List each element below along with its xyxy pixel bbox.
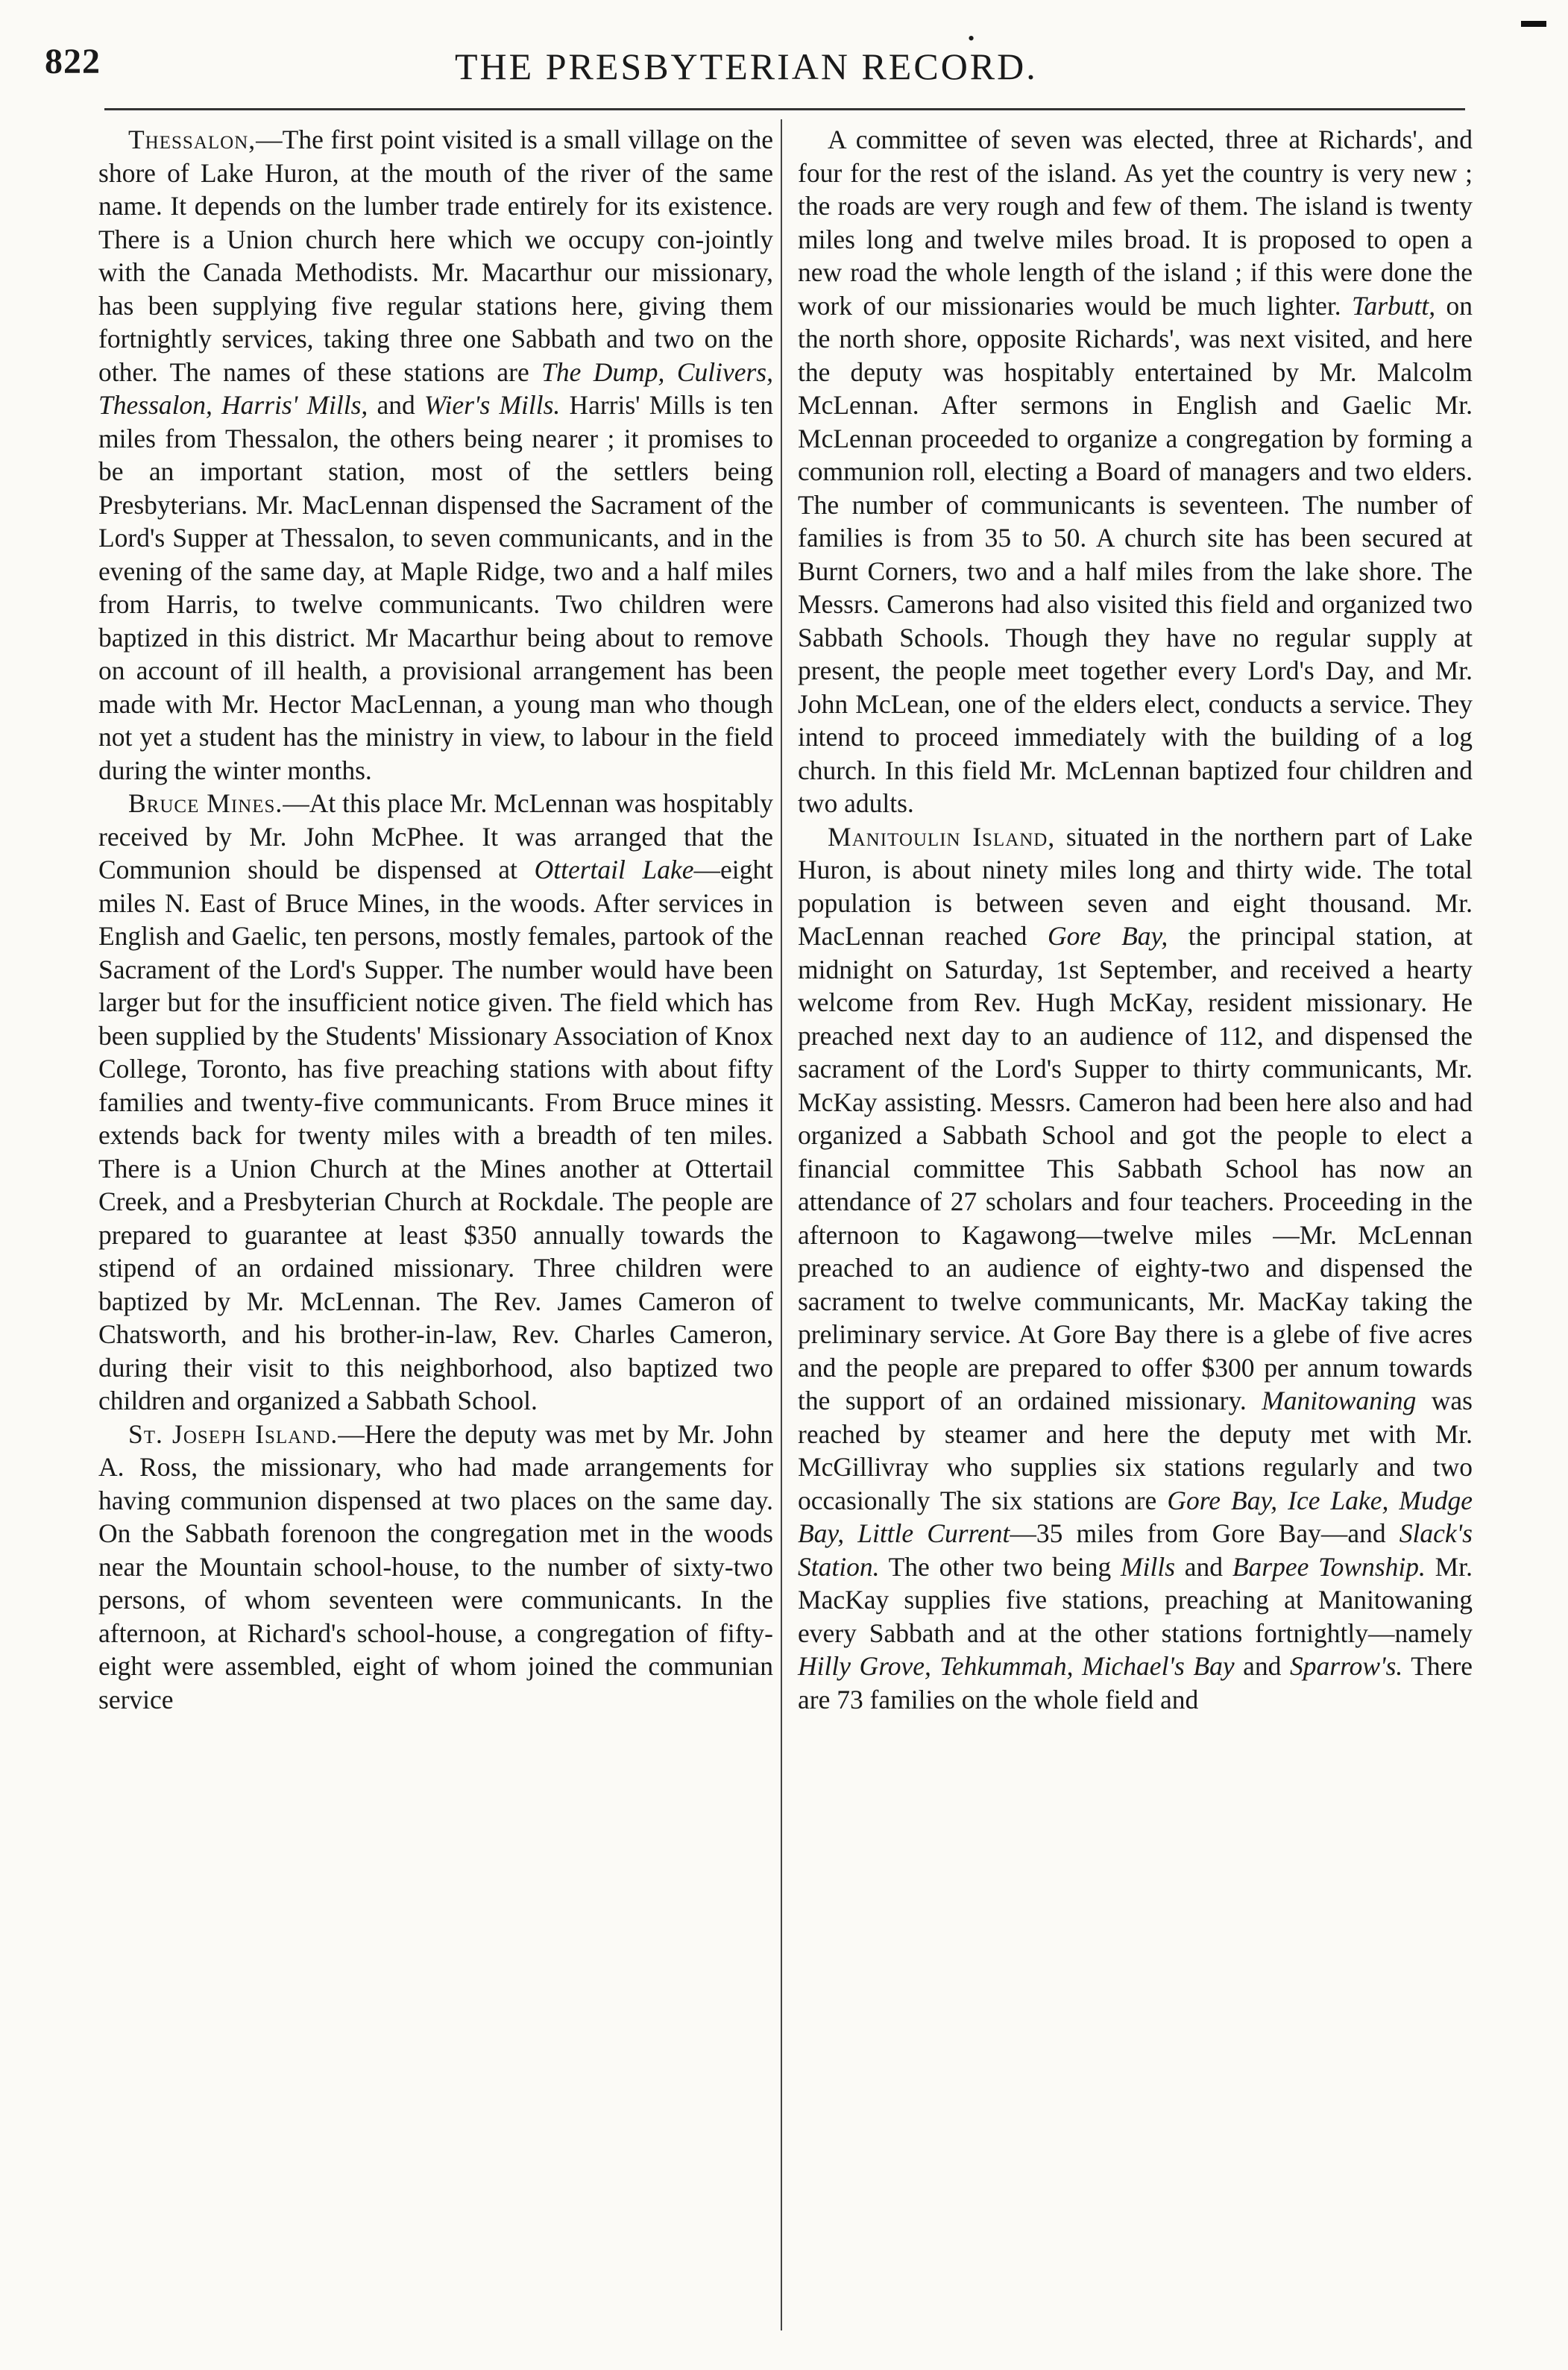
text-run: —eight miles N. East of Bruce Mines, in the woods. After services in English and Gaelic, ten persons, mostly females, partook of the Sacrament of the Lord's Supper. The number would have been larger but for the insufficient notice given. The field which has been supplied by the Students' Missionary Association of Knox College, Toronto, has five preaching stations with about fifty families and twenty-five communicants. From Bruce mines it extends back for twenty miles with a breadth of ten miles. There is a Union Church at the Mines another at Ottertail Creek, and a Presbyterian Church at Rockdale. The people are prepared to guarantee at least $350 annually towards the stipend of an ordained missionary. Three children were baptized by Mr. McLennan. The Rev. James Cameron of Chatsworth, and his brother-in-law, Rev. Charles Cameron, during their visit to this neighborhood, also baptized two children and organized a Sabbath School. bbox=[98, 855, 773, 1415]
journal-title: THE PRESBYTERIAN RECORD. bbox=[455, 45, 1038, 87]
italic-run: Tarbutt, bbox=[1351, 290, 1436, 321]
text-run: and bbox=[1175, 1551, 1232, 1582]
text-run: the principal station, at midnight on Saturday, 1st September, and received a hearty welcome from Rev. Hugh McKay, resident missionary. He preached next day to an audience of 112, and dispensed the sacrament of the Lord's Supper to thirty communicants, Mr. McKay assisting. Messrs. Cameron had been here also and had organized a Sabbath School and got the people to elect a financial committee This Sabbath School has now an attendance of 27 scholars and four teachers. Proceeding in the afternoon to Kagawong—twelve miles —Mr. McLennan preached to an audience of eighty-two and dispensed the sacrament to twelve communicants, Mr. MacKay taking the preliminary service. At Gore Bay there is a glebe of five acres and the people are prepared to offer $300 per annum towards the support of an ordained missionary. bbox=[798, 921, 1473, 1415]
italic-run: Ottertail Lake bbox=[534, 855, 694, 884]
text-run: —Here the deputy was met by Mr. John A. Ross, the missionary, who had made arrangements for having communion dispensed at two places on the same day. On the Sabbath forenoon the congregation met in the woods near the Mountain school-house, to the number of sixty-two persons, of whom seventeen were communicants. In the afternoon, at Richard's school-house, a congregation of fifty-eight were assembled, eight of whom joined the communian service bbox=[98, 1418, 773, 1714]
italic-run: Manitowaning bbox=[1262, 1386, 1417, 1415]
section-heading: St. Joseph Island. bbox=[128, 1418, 339, 1449]
text-run: There are 73 families on the whole field and bbox=[798, 1651, 1473, 1714]
section-heading: Thessalon, bbox=[128, 125, 256, 154]
header-rule bbox=[104, 108, 1465, 110]
italic-run: Wier's Mills. bbox=[424, 390, 561, 420]
paragraph-st-joseph-continued bbox=[798, 123, 1473, 820]
corner-mark bbox=[1521, 21, 1546, 27]
text-run: The other two being bbox=[879, 1551, 1121, 1582]
text-run: was reached by steamer and here the deputy met with Mr. McGillivray who supplies six stations regularly and two occasionally The six stations are bbox=[798, 1386, 1473, 1515]
text-run: Harris' Mills is ten miles from Thessalon, the others being nearer ; it promises to be an important station, most of the settlers being Presbyterians. Mr. MacLennan dispensed the Sacrament of the Lord's Supper at Thessalon, to seven communicants, and in the evening of the same day, at Maple Ridge, two and a half miles from Harris, to twelve communicants. Two children were baptized in this district. Mr Macarthur being about to remove on account of ill health, a provisional arrangement has been made with Mr. Hector MacLennan, a young man who though not yet a student has the ministry in view, to labour in the field during the winter months. bbox=[98, 390, 773, 785]
text-run: and bbox=[368, 390, 424, 420]
paragraph-manitoulin-island bbox=[798, 820, 1473, 1717]
column-divider bbox=[781, 119, 782, 2330]
text-run: and bbox=[1234, 1651, 1291, 1681]
italic-run: Sparrow's. bbox=[1290, 1651, 1403, 1681]
right-column bbox=[798, 123, 1473, 1716]
text-run: A committee of seven was elected, three at Richards', and four for the rest of the island. As yet the country is very new ; the roads are very rough and few of them. The island is twenty miles long and twelve miles broad. It is proposed to open a new road the whole length of the island ; if this were done the work of our missionaries would be much lighter. bbox=[798, 125, 1473, 321]
left-column bbox=[98, 123, 773, 1716]
text-run: situated in the northern part of Lake Huron, is about ninety miles long and thirty wide. The total population is between seven and eight thousand. Mr. MacLennan reached bbox=[798, 821, 1473, 951]
italic-run: Barpee Township. bbox=[1232, 1551, 1426, 1582]
italic-run: Hilly Grove, Tehkummah, Michael's Bay bbox=[798, 1651, 1235, 1681]
text-run: —The first point visited is a small village on the shore of Lake Huron, at the mouth of the river of the same name. It depends on the lumber trade entirely for its existence. There is a Union church here which we occupy con-jointly with the Canada Methodists. Mr. Macarthur our missionary, has been supplying five regular stations here, giving them fortnightly services, taking three one Sabbath and two on the other. The names of these stations are bbox=[98, 125, 773, 387]
text-run: on the north shore, opposite Richards', was next visited, and here the deputy was hospitably entertained by Mr. Malcolm McLennan. After sermons in English and Gaelic Mr. McLennan proceeded to organize a congregation by forming a communion roll, electing a Board of managers and two elders. The number of communicants is seventeen. The number of families is from 35 to 50. A church site has been secured at Burnt Corners, two and a half miles from the lake shore. The Messrs. Camerons had also visited this field and organized two Sabbath Schools. Though they have no regular supply at present, the people meet together every Lord's Day, and Mr. John McLean, one of the elders elect, conducts a service. They intend to proceed immediately with the building of a log church. In this field Mr. McLennan baptized four children and two adults. bbox=[798, 290, 1473, 818]
text-run: —At this place Mr. McLennan was hospitably received by Mr. John McPhee. It was arranged that the Communion should be dispensed at bbox=[98, 788, 773, 884]
text-run: —35 miles from Gore Bay—and bbox=[1010, 1518, 1399, 1548]
text-run: Mr. MacKay supplies five stations, preaching at Manitowaning every Sabbath and at the other stations fortnightly—namely bbox=[798, 1551, 1473, 1648]
page-header bbox=[45, 28, 1465, 101]
italic-run: Gore Bay, Ice Lake, Mudge Bay, Little Current bbox=[798, 1485, 1473, 1548]
header-bullet: • bbox=[968, 28, 975, 49]
italic-run: Gore Bay, bbox=[1047, 921, 1168, 951]
section-heading: Manitoulin Island, bbox=[828, 821, 1056, 852]
italic-run: Mills bbox=[1121, 1551, 1176, 1582]
paragraph-bruce-mines bbox=[98, 787, 773, 1418]
paragraph-thessalon bbox=[98, 123, 773, 787]
page-number: 822 bbox=[45, 42, 101, 81]
italic-run: Slack's Station. bbox=[798, 1518, 1473, 1582]
section-heading: Bruce Mines. bbox=[128, 788, 283, 818]
italic-run: The Dump, Culivers, Thessalon, Harris' Mills, bbox=[98, 356, 773, 420]
paragraph-st-joseph-island bbox=[98, 1418, 773, 1717]
